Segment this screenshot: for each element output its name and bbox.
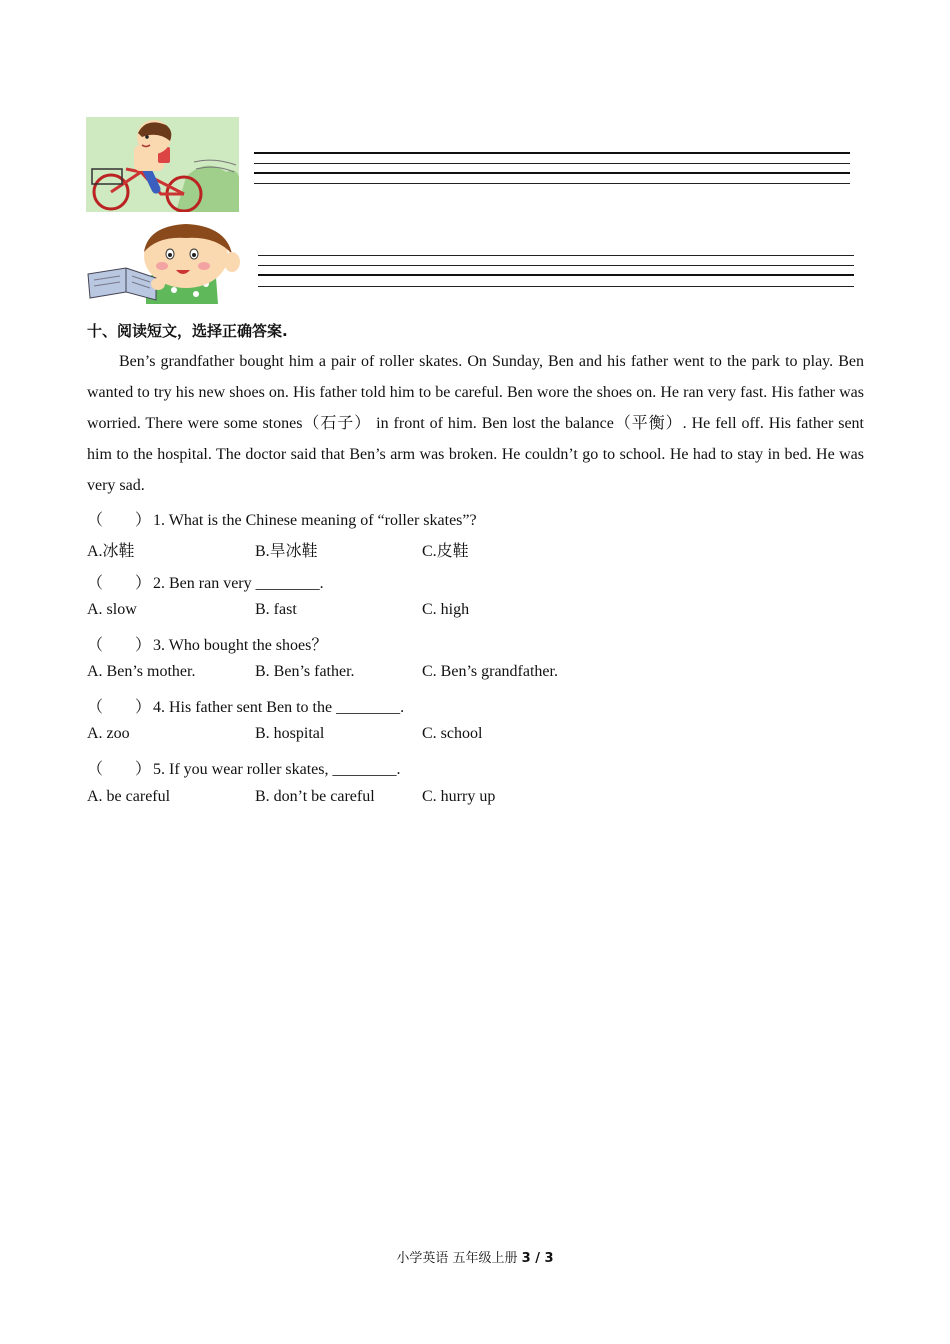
footer-text: 小学英语 五年级上册 — [396, 1251, 522, 1266]
reading-passage: Ben’s grandfather bought him a pair of roller skates. On Sunday, Ben and his father went to the park to play. Ben wanted to try his new shoes on. His father told him to be careful. Ben wore the shoes on. He ran very fast. His father was worried. There were some stones（石子） in front of him. Ben lost the balance（平衡）. He fell off. His father sent him to the hospital. The doctor said that Ben’s arm was broken. He couldn’t go to school. He had to stay in bed. He was very sad. — [87, 353, 864, 494]
answer-blank-5[interactable]: （ ） — [87, 761, 152, 778]
option-2b[interactable]: B. fast — [255, 601, 297, 618]
option-5a[interactable]: A. be careful — [87, 788, 171, 805]
section-title: 十、阅读短文，选择正确答案. — [87, 322, 288, 340]
option-5b[interactable]: B. don’t be careful — [255, 788, 375, 805]
option-3c[interactable]: C. Ben’s grandfather. — [422, 663, 558, 680]
option-5c[interactable]: C. hurry up — [422, 788, 496, 805]
answer-blank-2[interactable]: （ ） — [87, 575, 152, 592]
page-number: 3 — [521, 1251, 531, 1266]
question-text: 2. Ben ran very ________. — [153, 575, 324, 592]
question-2 — [87, 570, 324, 593]
question-4 — [87, 694, 404, 717]
option-3a[interactable]: A. Ben’s mother. — [87, 663, 196, 680]
option-3b[interactable]: B. Ben’s father. — [255, 663, 355, 680]
boy-reading-book-icon — [86, 222, 242, 304]
option-4b[interactable]: B. hospital — [255, 725, 325, 742]
answer-blank-1[interactable]: （ ） — [87, 512, 152, 529]
page-total: 3 — [544, 1251, 554, 1266]
option-2a[interactable]: A. slow — [87, 601, 137, 618]
page-footer — [0, 1247, 950, 1266]
question-text: 3. Who bought the shoes？ — [153, 637, 328, 654]
option-1a[interactable]: A.冰鞋 — [87, 543, 135, 560]
question-text: 4. His father sent Ben to the ________. — [153, 699, 405, 716]
writing-lines-2[interactable] — [258, 255, 854, 289]
question-1 — [87, 507, 477, 530]
option-1b[interactable]: B.旱冰鞋 — [255, 543, 318, 560]
option-2c[interactable]: C. high — [422, 601, 470, 618]
option-4a[interactable]: A. zoo — [87, 725, 130, 742]
question-5 — [87, 756, 401, 779]
option-4c[interactable]: C. school — [422, 725, 483, 742]
question-3 — [87, 632, 327, 655]
question-text: 1. What is the Chinese meaning of “roller skates”? — [153, 512, 477, 529]
question-text: 5. If you wear roller skates, ________. — [153, 761, 401, 778]
answer-blank-3[interactable]: （ ） — [87, 637, 152, 654]
boy-riding-bike-icon — [86, 117, 239, 212]
writing-lines-1[interactable] — [254, 152, 850, 186]
page-separator: / — [530, 1251, 545, 1266]
option-1c[interactable]: C.皮鞋 — [422, 543, 469, 560]
answer-blank-4[interactable]: （ ） — [87, 699, 152, 716]
